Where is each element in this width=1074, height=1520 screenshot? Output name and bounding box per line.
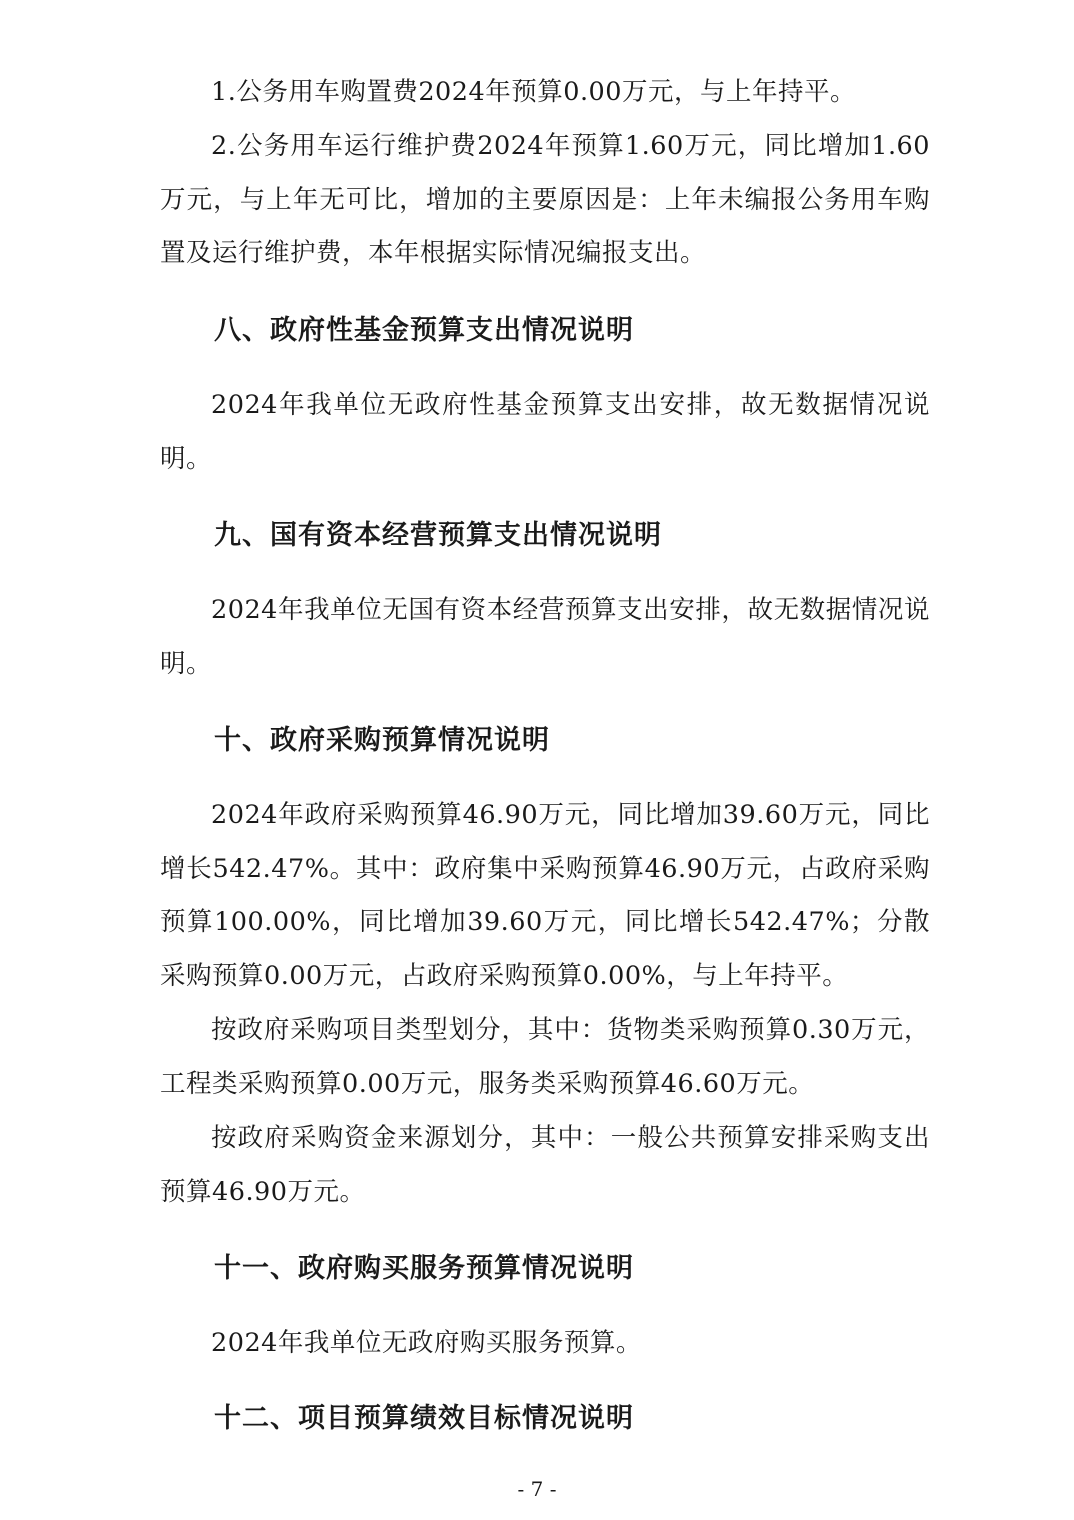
section-10-paragraph-1: 2024年政府采购预算46.90万元，同比增加39.60万元，同比增长542.47%。其中：政府集中采购预算46.90万元，占政府采购预算100.00%，同比增加39.60万元，同比增长542.47%；分散采购预算0.00万元，占政府采购预算0.00%，与上年持平。 — [160, 800, 930, 991]
section-heading-12: 十二、项目预算绩效目标情况说明 — [214, 1403, 634, 1434]
section-10-paragraph-2: 按政府采购项目类型划分，其中：货物类采购预算0.30万元，工程类采购预算0.00万元，服务类采购预算46.60万元。 — [160, 1015, 930, 1099]
paragraph-vehicle-maintenance: 2.公务用车运行维护费2024年预算1.60万元，同比增加1.60万元，与上年无可比，增加的主要原因是：上年未编报公务用车购置及运行维护费，本年根据实际情况编报支出。 — [160, 131, 930, 268]
section-heading-11: 十一、政府购买服务预算情况说明 — [214, 1253, 634, 1284]
section-8-body: 2024年我单位无政府性基金预算支出安排，故无数据情况说明。 — [160, 390, 930, 474]
section-11-body: 2024年我单位无政府购买服务预算。 — [211, 1328, 642, 1358]
page-number: - 7 - — [517, 1477, 557, 1501]
section-9-body: 2024年我单位无国有资本经营预算支出安排，故无数据情况说明。 — [160, 595, 930, 679]
section-heading-10: 十、政府采购预算情况说明 — [214, 725, 550, 756]
paragraph-vehicle-purchase: 1.公务用车购置费2024年预算0.00万元，与上年持平。 — [211, 77, 857, 107]
section-10-paragraph-3: 按政府采购资金来源划分，其中：一般公共预算安排采购支出预算46.90万元。 — [160, 1123, 930, 1207]
section-heading-8: 八、政府性基金预算支出情况说明 — [214, 315, 634, 346]
section-heading-9: 九、国有资本经营预算支出情况说明 — [214, 520, 662, 551]
